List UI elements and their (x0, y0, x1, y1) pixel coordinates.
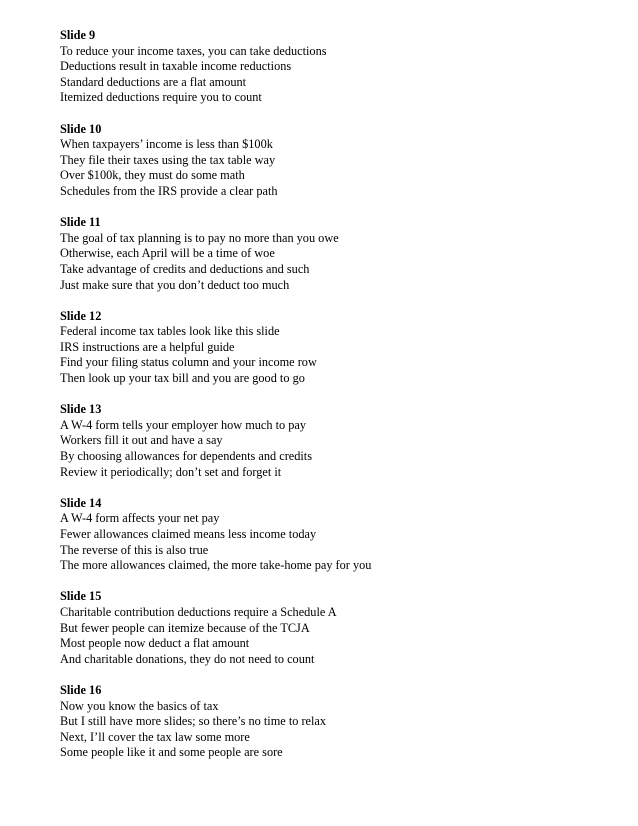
slide-line: Otherwise, each April will be a time of woe (60, 246, 275, 261)
slide-line: Workers fill it out and have a say (60, 433, 223, 448)
slide-line: Itemized deductions require you to count (60, 90, 262, 105)
slide-line: A W-4 form tells your employer how much to pay (60, 417, 307, 432)
slide-heading: Slide 12 (60, 308, 102, 323)
slide-line: The more allowances claimed, the more take-home pay for you (60, 558, 372, 573)
slide-line: Schedules from the IRS provide a clear path (60, 183, 278, 198)
slide-line: Take advantage of credits and deductions and such (60, 261, 310, 276)
slide-heading: Slide 16 (60, 682, 102, 697)
slide-line: Now you know the basics of tax (60, 698, 219, 713)
slide-line: A W-4 form affects your net pay (60, 511, 220, 526)
slide-line: Find your filing status column and your income row (60, 355, 317, 370)
slide-line: To reduce your income taxes, you can take deductions (60, 43, 327, 58)
slide-line: The goal of tax planning is to pay no more than you owe (60, 230, 339, 245)
slide-line: The reverse of this is also true (60, 542, 209, 557)
slide-line: Fewer allowances claimed means less income today (60, 527, 317, 541)
slide-section-12 (60, 309, 620, 387)
slide-heading: Slide 9 (60, 28, 96, 42)
slide-line: Standard deductions are a flat amount (60, 74, 247, 89)
slide-line: Some people like it and some people are sore (60, 745, 283, 760)
document-page (60, 28, 620, 777)
slide-section-9 (60, 28, 620, 106)
slide-heading: Slide 11 (60, 215, 101, 230)
slide-heading: Slide 14 (60, 495, 102, 510)
slide-line: But fewer people can itemize because of the TCJA (60, 620, 310, 635)
slide-section-10 (60, 122, 620, 200)
slide-line: Federal income tax tables look like this slide (60, 324, 280, 339)
slide-line: Over $100k, they must do some math (60, 168, 245, 183)
slide-line: Most people now deduct a flat amount (60, 636, 250, 651)
slide-section-16 (60, 683, 620, 761)
slide-line: IRS instructions are a helpful guide (60, 339, 235, 354)
slide-line: And charitable donations, they do not need to count (60, 651, 315, 666)
slide-section-15 (60, 589, 620, 667)
slide-section-11 (60, 215, 620, 293)
slide-heading: Slide 10 (60, 121, 102, 136)
slide-line: Deductions result in taxable income reductions (60, 59, 292, 74)
slide-line: When taxpayers’ income is less than $100k (60, 137, 273, 152)
slide-section-14 (60, 496, 620, 574)
slide-line: Just make sure that you don’t deduct too much (60, 277, 290, 292)
slide-line: They file their taxes using the tax table way (60, 152, 276, 167)
slide-line: Then look up your tax bill and you are good to go (60, 371, 305, 386)
slide-heading: Slide 13 (60, 402, 102, 417)
slide-line: Review it periodically; don’t set and forget it (60, 464, 282, 479)
slide-line: Charitable contribution deductions require a Schedule A (60, 604, 337, 619)
slide-line: By choosing allowances for dependents and credits (60, 449, 313, 464)
slide-heading: Slide 15 (60, 589, 102, 604)
slide-section-13 (60, 402, 620, 480)
slide-line: Next, I’ll cover the tax law some more (60, 729, 250, 744)
slide-line: But I still have more slides; so there’s no time to relax (60, 714, 327, 729)
